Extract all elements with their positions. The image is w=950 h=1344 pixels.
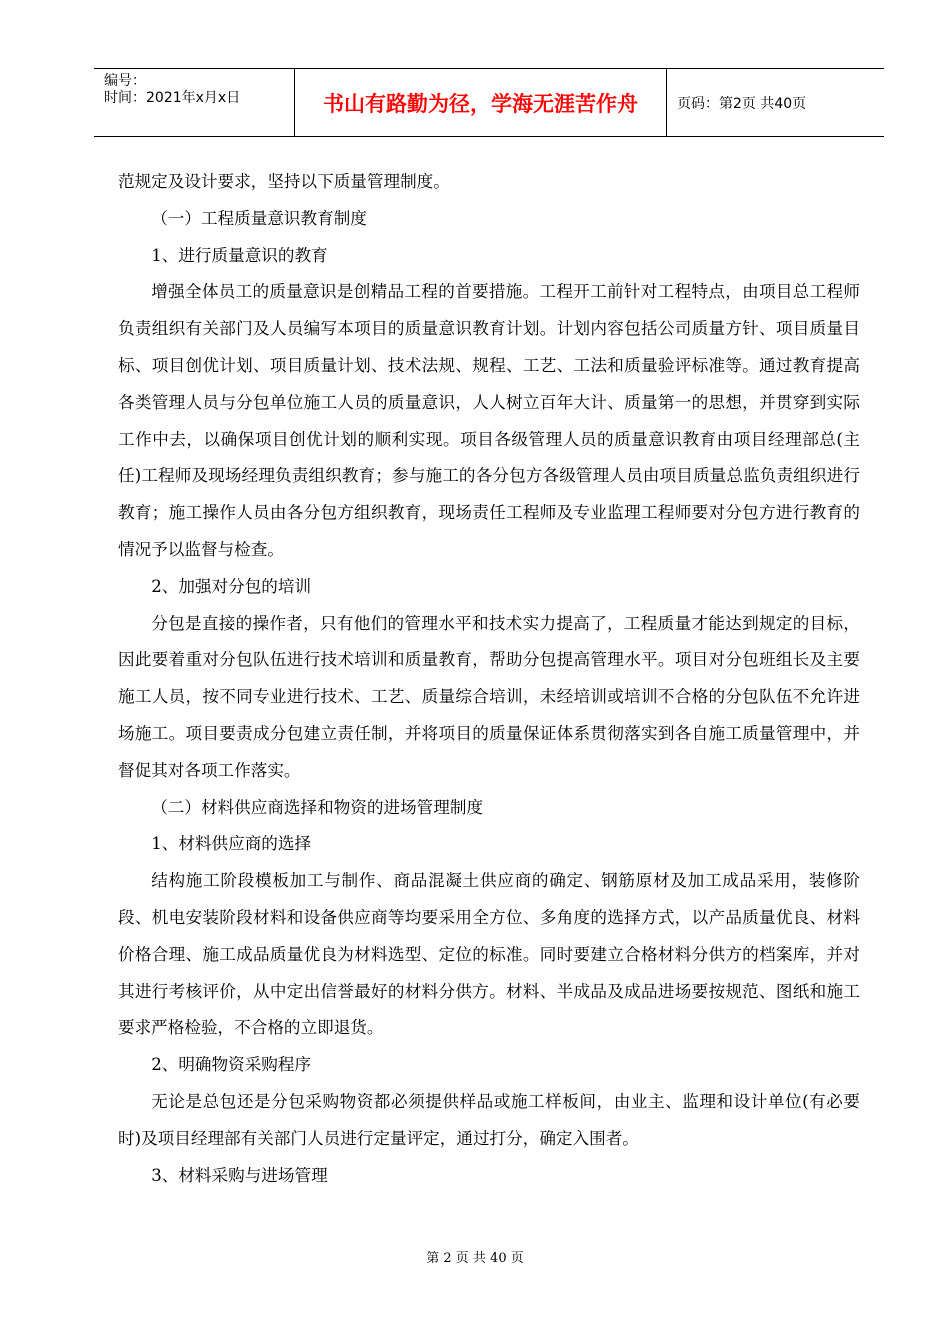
paragraph: 结构施工阶段模板加工与制作、商品混凝土供应商的确定、钢筋原材及加工成品采用，装修阶段、机电安装阶段材料和设备供应商等均要采用全方位、多角度的选择方式，以产品质量优良、材料价格合理、施工成品质量优良为材料选型、定位的标准。同时要建立合格材料分供方的档案库，并对其进行考核评价，从中定出信誉最好的材料分供方。材料、半成品及成品进场要按规范、图纸和施工要求严格检验，不合格的立即退货。 — [118, 871, 860, 1038]
subsection-heading: 1、材料供应商的选择 — [151, 834, 312, 854]
header-page-number: 页码：第2页 共40页 — [677, 95, 807, 112]
header-meta — [94, 69, 295, 136]
subsection-heading: 1、进行质量意识的教育 — [151, 245, 328, 265]
paragraph: 无论是总包还是分包采购物资都必须提供样品或施工样板间，由业主、监理和设计单位(有必要时)及项目经理部有关部门人员进行定量评定，通过打分，确定入围者。 — [118, 1091, 860, 1148]
paragraph: 分包是直接的操作者，只有他们的管理水平和技术实力提高了，工程质量才能达到规定的目标，因此要着重对分包队伍进行技术培训和质量教育，帮助分包提高管理水平。项目对分包班组长及主要施工人员，按不同专业进行技术、工艺、质量综合培训，未经培训或培训不合格的分包队伍不允许进场施工。项目要责成分包建立责任制，并将项目的质量保证体系贯彻落实到各自施工质量管理中，并督促其对各项工作落实。 — [118, 613, 860, 780]
header-motto: 书山有路勤为径，学海无涯苦作舟 — [295, 69, 667, 136]
document-number: 编号： — [104, 73, 146, 89]
page-header — [94, 68, 884, 137]
paragraph: 范规定及设计要求，坚持以下质量管理制度。 — [118, 172, 450, 191]
subsection-heading: 3、材料采购与进场管理 — [151, 1165, 328, 1185]
section-heading: （一）工程质量意识教育制度 — [151, 208, 367, 228]
document-body — [118, 164, 860, 1194]
page-footer: 第 2 页 共 40 页 — [426, 1251, 524, 1266]
document-time: 时间：2021年x月x日 — [104, 90, 241, 106]
paragraph: 增强全体员工的质量意识是创精品工程的首要措施。工程开工前针对工程特点，由项目总工程师负责组织有关部门及人员编写本项目的质量意识教育计划。计划内容包括公司质量方针、项目质量目标、项目创优计划、项目质量计划、技术法规、规程、工艺、工法和质量验评标准等。通过教育提高各类管理人员与分包单位施工人员的质量意识，人人树立百年大计、质量第一的思想，并贯穿到实际工作中去，以确保项目创优计划的顺利实现。项目各级管理人员的质量意识教育由项目经理部总(主任)工程师及现场经理负责组织教育；参与施工的各分包方各级管理人员由项目质量总监负责组织进行教育；施工操作人员由各分包方组织教育，现场责任工程师及专业监理工程师要对分包方进行教育的情况予以监督与检查。 — [118, 282, 860, 559]
subsection-heading: 2、明确物资采购程序 — [151, 1055, 312, 1075]
section-heading: （二）材料供应商选择和物资的进场管理制度 — [151, 797, 484, 817]
subsection-heading: 2、加强对分包的培训 — [151, 576, 312, 596]
